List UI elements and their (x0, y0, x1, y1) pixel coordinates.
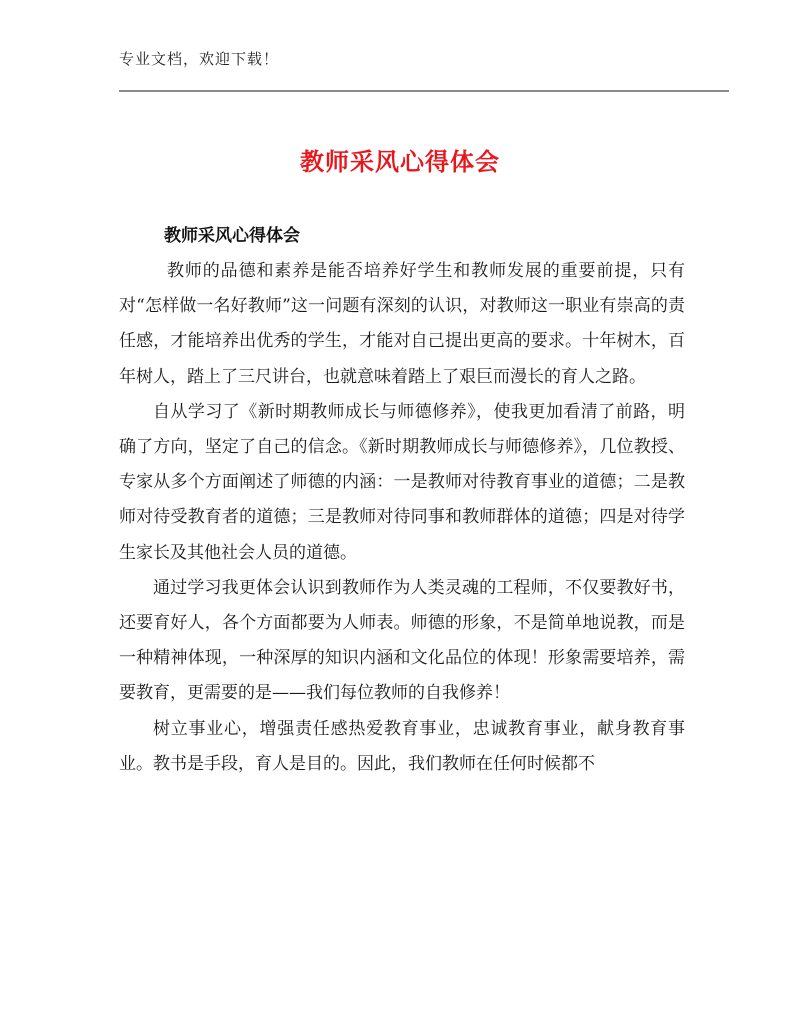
paragraph-2: 自从学习了《新时期教师成长与师德修养》，使我更加看清了前路，明确了方向，坚定了自己的信念。《新时期教师成长与师德修养》，几位教授、专家从多个方面阐述了师德的内涵：一是教师对待教育事业的道德；二是教师对待受教育者的道德；三是教师对待同事和教师群体的道德；四是对待学生家长及其他社会人员的道德。 (119, 401, 685, 563)
page-header-text: 专业文档，欢迎下载！ (119, 50, 280, 68)
paragraph-3: 通过学习我更体会认识到教师作为人类灵魂的工程师，不仅要教好书，还要育好人，各个方面都要为人师表。师德的形象，不是简单地说教，而是一种精神体现，一种深厚的知识内涵和文化品位的体现！形象需要培养，需要教育，更需要的是——我们每位教师的自我修养！ (119, 577, 685, 704)
document-title: 教师采风心得体会 (300, 148, 500, 176)
paragraph-1: 教师的品德和素养是能否培养好学生和教师发展的重要前提，只有对“怎样做一名好教师”这一问题有深刻的认识，对教师这一职业有崇高的责任感，才能培养出优秀的学生，才能对自己提出更高的要求。十年树木，百年树人，踏上了三尺讲台，也就意味着踏上了艰巨而漫长的育人之路。 (119, 261, 685, 387)
header-divider (119, 90, 729, 92)
document-body (119, 254, 685, 782)
document-subtitle: 教师采风心得体会 (164, 226, 300, 246)
paragraph-4: 树立事业心，增强责任感热爱教育事业，忠诚教育事业，献身教育事业。教书是手段，育人是目的。因此，我们教师在任何时候都不 (119, 718, 685, 774)
